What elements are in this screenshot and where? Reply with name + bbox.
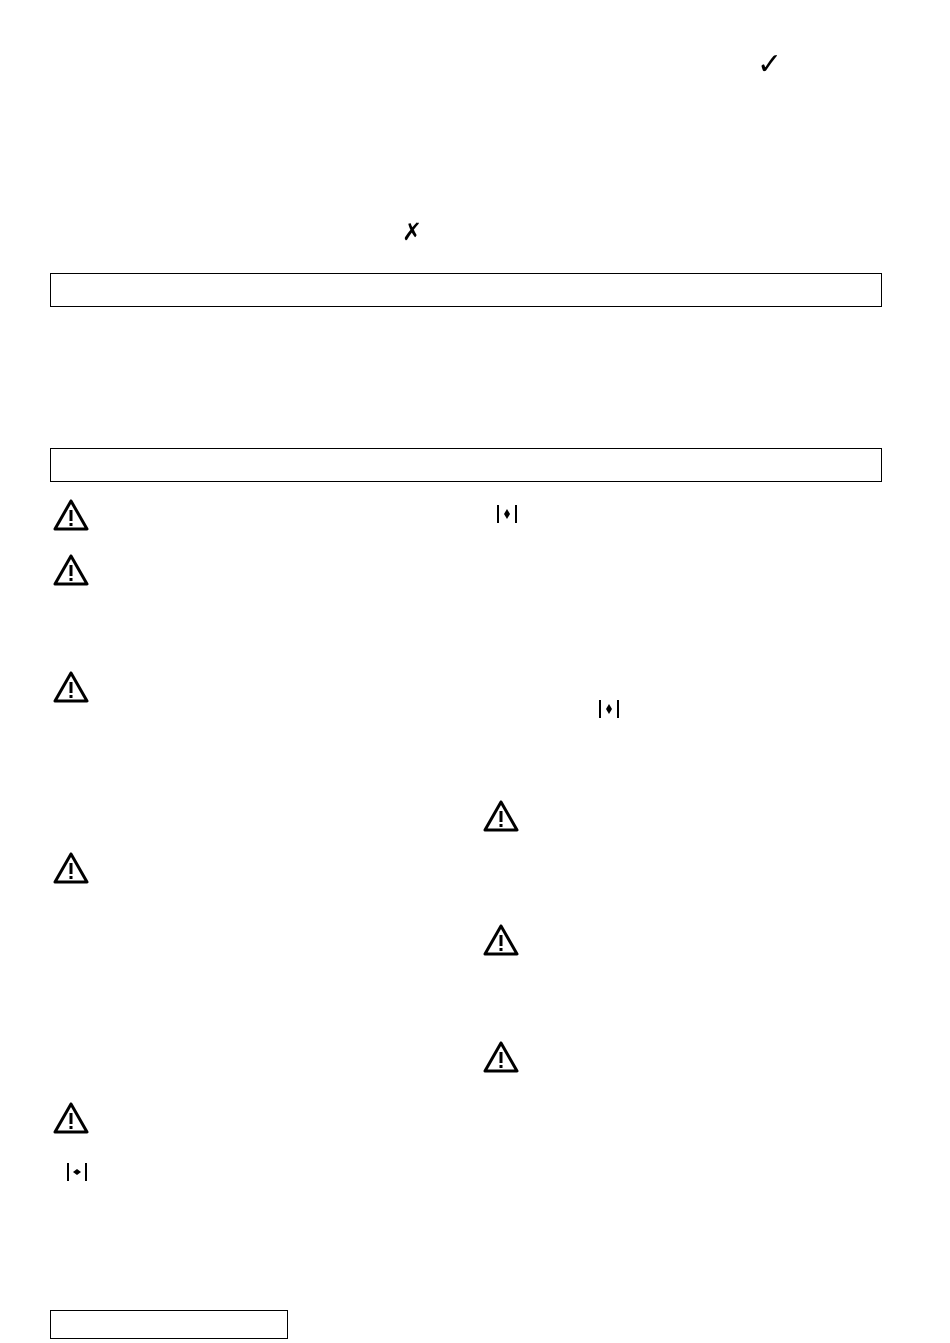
warning-triangle-icon — [482, 923, 520, 957]
warning-triangle-icon — [52, 851, 90, 885]
warning-triangle-icon — [52, 498, 90, 532]
warning-triangle-icon — [52, 1101, 90, 1135]
cross-mark-icon: ✗ — [402, 218, 423, 246]
vertical-adjust-symbol-icon — [494, 503, 520, 525]
warning-triangle-icon — [52, 670, 90, 704]
footer-box — [50, 1310, 288, 1339]
section-header-box-2 — [50, 448, 882, 482]
warning-triangle-icon — [52, 553, 90, 587]
horizontal-adjust-symbol-icon — [64, 1161, 90, 1183]
vertical-adjust-symbol-icon — [596, 698, 622, 720]
section-header-box-1 — [50, 273, 882, 307]
check-mark-icon: ✓ — [757, 47, 783, 82]
warning-triangle-icon — [482, 1040, 520, 1074]
warning-triangle-icon — [482, 799, 520, 833]
